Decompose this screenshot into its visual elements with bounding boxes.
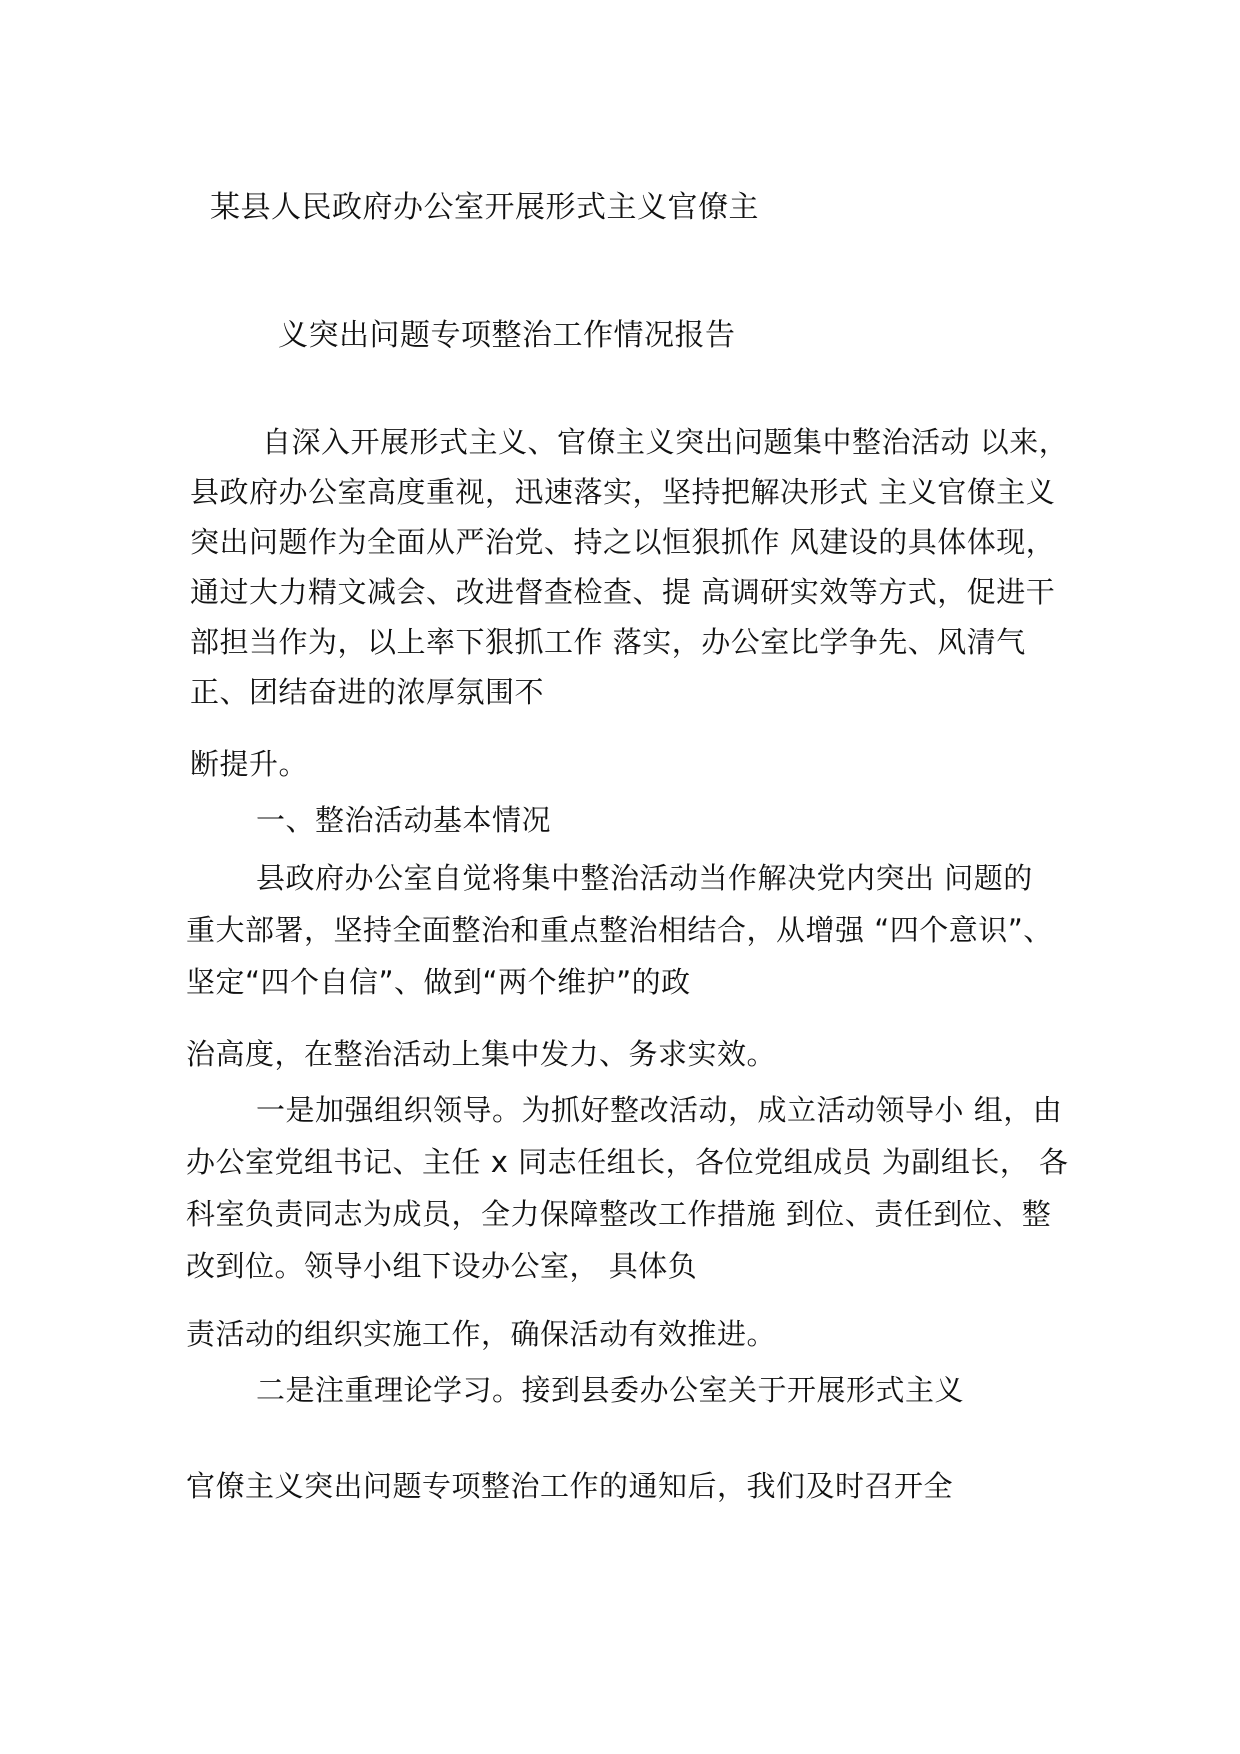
paragraph-line: 治高度，在整治活动上集中发力、务求实效。 [186, 1037, 777, 1071]
paragraph-line: 官僚主义突出问题专项整治工作的通知后，我们及时召开全 [186, 1469, 954, 1503]
paragraph-line: 改到位。领导小组下设办公室， 具体负 [186, 1249, 698, 1283]
paragraph-line: 通过大力精文减会、改进督查检查、提 高调研实效等方式，促进干 [190, 575, 1056, 609]
paragraph-line: 突出问题作为全面从严治党、持之以恒狠抓作 风建设的具体体现， [190, 525, 1056, 559]
paragraph-line: 重大部署，坚持全面整治和重点整治相结合，从增强 “四个意识”、 [186, 913, 1053, 947]
document-title-line-1: 某县人民政府办公室开展形式主义官僚主 [210, 190, 759, 225]
paragraph-line: 责活动的组织实施工作，确保活动有效推进。 [186, 1317, 777, 1351]
paragraph-line: 办公室党组书记、主任 x 同志任组长，各位党组成员 为副组长， 各 [186, 1145, 1069, 1179]
paragraph-line: 县政府办公室自觉将集中整治活动当作解决党内突出 问题的 [256, 861, 1033, 895]
paragraph-line: 县政府办公室高度重视，迅速落实，坚持把解决形式 主义官僚主义 [190, 475, 1056, 509]
paragraph-line: 一是加强组织领导。为抓好整改活动，成立活动领导小 组，由 [256, 1093, 1063, 1127]
paragraph-line: 断提升。 [190, 747, 309, 781]
paragraph-line: 部担当作为，以上率下狠抓工作 落实，办公室比学争先、风清气 [190, 625, 1026, 659]
paragraph-line: 正、团结奋进的浓厚氛围不 [190, 675, 545, 709]
paragraph-line: 二是注重理论学习。接到县委办公室关于开展形式主义 [256, 1373, 965, 1407]
paragraph-line: 科室负责同志为成员，全力保障整改工作措施 到位、责任到位、整 [186, 1197, 1052, 1231]
document-title-line-2: 义突出问题专项整治工作情况报告 [278, 318, 736, 353]
section-heading: 一、整治活动基本情况 [256, 803, 552, 837]
paragraph-line: 坚定“四个自信”、做到“两个维护”的政 [186, 965, 691, 999]
paragraph-line: 自深入开展形式主义、官僚主义突出问题集中整治活动 以来， [262, 425, 1069, 459]
